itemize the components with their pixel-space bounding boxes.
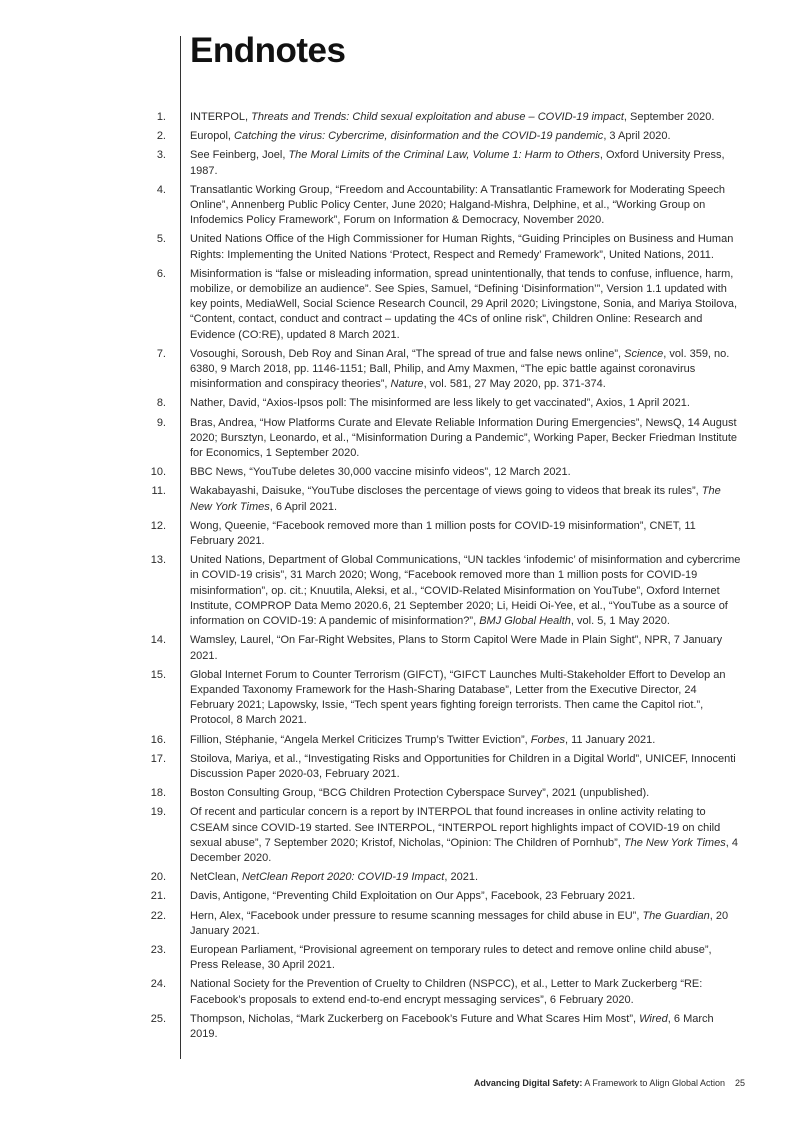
endnote-segment: , 11 January 2021. — [564, 733, 656, 746]
endnote-text — [190, 977, 742, 1007]
endnote-text — [190, 633, 742, 663]
endnote-text — [190, 232, 742, 262]
endnote-italic-title: The New York Times — [623, 836, 726, 849]
endnote-23 — [0, 943, 793, 977]
endnote-segment: Nather, David, “Axios-Ipsos poll: The misinformed are less likely to get vaccinated”, Axios, 1 April 2021. — [190, 397, 690, 410]
endnote-text — [190, 396, 742, 411]
endnote-segment: , 4 December 2020. — [190, 836, 738, 864]
endnote-number: 23. — [150, 943, 166, 956]
endnote-text — [190, 110, 742, 125]
endnote-segment: See Feinberg, Joel, — [190, 149, 289, 162]
endnote-text — [190, 943, 742, 973]
endnote-text — [190, 519, 742, 549]
endnote-segment: Global Internet Forum to Counter Terrorism (GIFCT), “GIFCT Launches Multi-Stakeholder Effort to Develop an Expanded Taxonomy Framework for the Hash-Sharing Database”, Letter from the Executive Director, 24 February 2021; Lapowsky, Issie, “Tech spent years fighting foreign terrorists. Then came the Capitol riot.”, Protocol, 8 March 2021. — [190, 668, 726, 727]
endnote-number: 12. — [150, 519, 166, 532]
endnote-number: 15. — [150, 668, 166, 681]
page-title: Endnotes — [190, 31, 346, 70]
endnote-11 — [0, 484, 793, 518]
endnotes-list — [0, 110, 793, 1046]
endnote-segment: Europol, — [190, 130, 235, 143]
endnote-number: 6. — [156, 267, 166, 280]
endnote-segment: Misinformation is “false or misleading information, spread unintentionally, that tends to confuse, influence, harm, mobilize, or demobilize an audience”. See Spies, Samuel, “Defining ‘Disinformation’”, Version 1.1 updated with key points, MediaWell, Social Science Research Council, 29 April 2020; Livingstone, Sonia, and Mariya Stoilova, “Content, contact, conduct and contract – updating the 4Cs of online risk”, Children Online: Research and Evidence (CO:RE), updated 8 March 2021. — [190, 267, 738, 341]
endnote-italic-title: The Guardian — [642, 909, 710, 922]
endnote-text — [190, 465, 742, 480]
endnote-segment: INTERPOL, — [190, 111, 252, 123]
endnote-segment: Davis, Antigone, “Preventing Child Exploitation on Our Apps”, Facebook, 23 February 2021. — [190, 890, 636, 903]
endnote-segment: , Oxford University Press, 1987. — [190, 149, 725, 177]
endnote-text — [190, 148, 742, 178]
endnote-3 — [0, 148, 793, 182]
endnote-number: 21. — [150, 890, 166, 903]
endnote-segment: Transatlantic Working Group, “Freedom and Accountability: A Transatlantic Framework for Moderating Speech Online”, Annenberg Public Policy Center, June 2020; Halgand-Mishra, Delphine, et al., “Working Group on Infodemics Policy Framework”, Forum on Information & Democracy, November 2020. — [190, 183, 725, 227]
endnote-21 — [0, 889, 793, 908]
endnote-text — [190, 553, 742, 629]
endnote-number: 2. — [156, 130, 166, 143]
endnote-number: 1. — [156, 111, 166, 123]
endnote-number: 5. — [156, 233, 166, 246]
endnote-segment: Wamsley, Laurel, “On Far-Right Websites, Plans to Storm Capitol Were Made in Plain Sight”, NPR, 7 January 2021. — [190, 634, 723, 662]
endnote-italic-title: Threats and Trends: Child sexual exploitation and abuse – COVID-19 impact — [251, 111, 624, 123]
endnote-19 — [0, 805, 793, 870]
endnote-italic-title: The Moral Limits of the Criminal Law, Volume 1: Harm to Others — [288, 149, 600, 162]
endnote-segment: , vol. 5, 1 May 2020. — [570, 615, 670, 628]
endnote-number: 4. — [156, 183, 166, 196]
endnote-text — [190, 752, 742, 782]
endnote-italic-title: Nature — [390, 378, 424, 391]
endnote-italic-title: Forbes — [530, 733, 565, 746]
endnote-text — [190, 183, 742, 229]
endnote-14 — [0, 633, 793, 667]
endnote-10 — [0, 465, 793, 484]
endnote-17 — [0, 752, 793, 786]
endnote-7 — [0, 347, 793, 397]
endnote-25 — [0, 1012, 793, 1046]
endnote-number: 16. — [150, 733, 166, 746]
endnote-2 — [0, 129, 793, 148]
endnote-segment: National Society for the Prevention of Cruelty to Children (NSPCC), et al., Letter to Mark Zuckerberg “RE: Facebook’s proposals to extend end-to-end encrypt messaging services”, 6 February 2020. — [190, 978, 703, 1006]
endnote-segment: , 6 April 2021. — [269, 500, 338, 513]
footer-report-title: Advancing Digital Safety: — [473, 1078, 583, 1088]
endnote-segment: Of recent and particular concern is a report by INTERPOL that found increases in online activity relating to CSEAM since COVID-19 started. See INTERPOL, “INTERPOL report highlights impact of COVID-19 on child sexual abuse”, 7 September 2020; Kristof, Nicholas, “Opinion: The Children of Pornhub”, — [190, 806, 721, 849]
endnote-22 — [0, 909, 793, 943]
endnote-italic-title: Catching the virus: Cybercrime, disinformation and the COVID-19 pandemic — [234, 130, 604, 143]
endnote-segment: Wakabayashi, Daisuke, “YouTube discloses the percentage of views going to videos that break its rules”, — [190, 485, 702, 498]
endnote-italic-title: NetClean Report 2020: COVID-19 Impact — [241, 871, 445, 884]
endnote-segment: , 20 January 2021. — [190, 909, 729, 937]
endnote-number: 14. — [150, 634, 166, 647]
endnote-9 — [0, 416, 793, 466]
endnote-20 — [0, 870, 793, 889]
endnote-4 — [0, 183, 793, 233]
endnote-number: 9. — [156, 416, 166, 429]
endnote-segment: Boston Consulting Group, “BCG Children Protection Cyberspace Survey”, 2021 (unpublished). — [190, 787, 650, 800]
endnote-number: 8. — [156, 397, 166, 410]
endnote-segment: United Nations, Department of Global Communications, “UN tackles ‘infodemic’ of misinformation and cybercrime in COVID-19 crisis”, 31 March 2020; Wong, “Facebook removed more than 1 million posts for COVID-19 misinformation”, op. cit.; Knuutila, Aleksi, et al., “COVID-Related Misinformation on YouTube”, Oxford Internet Institute, COMPROP Data Memo 2020.6, 21 September 2020; Li, Heidi Oi-Yee, et al., “YouTube as a source of information on COVID-19: A pandemic of misinformation?”, — [190, 554, 741, 628]
endnote-number: 17. — [150, 752, 166, 765]
endnote-text — [190, 870, 742, 885]
endnote-segment: Vosoughi, Soroush, Deb Roy and Sinan Aral, “The spread of true and false news online”, — [190, 347, 625, 360]
page-number: 25 — [734, 1078, 745, 1088]
endnote-12 — [0, 519, 793, 553]
endnote-number: 13. — [150, 554, 166, 567]
endnote-text — [190, 129, 742, 144]
footer-subtitle: A Framework to Align Global Action — [582, 1078, 725, 1088]
endnote-number: 22. — [150, 909, 166, 922]
endnote-segment: , vol. 581, 27 May 2020, pp. 371-374. — [423, 378, 606, 391]
endnote-1 — [0, 110, 793, 129]
endnote-text — [190, 786, 742, 801]
endnote-number: 19. — [150, 806, 166, 819]
endnote-segment: Stoilova, Mariya, et al., “Investigating Risks and Opportunities for Children in a Digital World”, UNICEF, Innocenti Discussion Paper 2020-03, February 2021. — [190, 752, 736, 780]
endnote-text — [190, 416, 742, 462]
endnote-18 — [0, 786, 793, 805]
endnote-number: 25. — [150, 1012, 166, 1025]
endnote-5 — [0, 232, 793, 266]
endnote-8 — [0, 396, 793, 415]
endnote-segment: Wong, Queenie, “Facebook removed more than 1 million posts for COVID-19 misinformation”, CNET, 11 February 2021. — [190, 519, 696, 548]
endnote-segment: NetClean, — [190, 871, 242, 884]
page-footer — [474, 1077, 745, 1089]
endnote-number: 24. — [150, 978, 166, 991]
endnote-italic-title: BMJ Global Health — [479, 615, 571, 628]
endnote-text — [190, 668, 742, 729]
endnote-text — [190, 805, 742, 866]
endnote-number: 18. — [150, 787, 166, 800]
endnote-16 — [0, 733, 793, 752]
endnote-italic-title: The New York Times — [190, 485, 721, 513]
endnote-segment: , 6 March 2019. — [190, 1012, 714, 1040]
endnote-6 — [0, 267, 793, 347]
endnote-15 — [0, 668, 793, 733]
endnote-number: 3. — [156, 149, 166, 162]
endnote-text — [190, 733, 742, 748]
endnote-segment: , 2021. — [444, 871, 478, 884]
endnote-text — [190, 484, 742, 514]
endnote-segment: , September 2020. — [623, 111, 715, 123]
endnote-segment: Thompson, Nicholas, “Mark Zuckerberg on Facebook’s Future and What Scares Him Most”, — [190, 1012, 640, 1025]
endnote-text — [190, 909, 742, 939]
endnote-text — [190, 267, 742, 343]
endnote-13 — [0, 553, 793, 633]
endnote-segment: Bras, Andrea, “How Platforms Curate and Elevate Reliable Information During Emergencies”, NewsQ, 14 August 2020; Bursztyn, Leonardo, et al., “Misinformation During a Pandemic”, Working Paper, Becker Friedman Institute for Economics, 1 September 2020. — [190, 416, 737, 460]
endnote-segment: , 3 April 2020. — [603, 130, 671, 143]
endnote-segment: Fillion, Stéphanie, “Angela Merkel Criticizes Trump’s Twitter Eviction”, — [190, 733, 531, 746]
endnote-number: 11. — [151, 485, 166, 498]
endnote-italic-title: Wired — [639, 1012, 668, 1025]
endnote-text — [190, 889, 742, 904]
endnote-number: 20. — [150, 871, 166, 884]
endnote-segment: Hern, Alex, “Facebook under pressure to resume scanning messages for child abuse in EU”, — [190, 909, 643, 922]
endnote-italic-title: Science — [624, 347, 664, 360]
endnote-segment: , vol. 359, no. 6380, 9 March 2018, pp. 1146-1151; Ball, Philip, and Amy Maxmen, “The epic battle against coronavirus misinformation and conspiracy theories”, — [190, 347, 730, 391]
endnote-text — [190, 1012, 742, 1042]
endnote-number: 10. — [150, 466, 166, 479]
endnote-segment: European Parliament, “Provisional agreement on temporary rules to detect and remove online child abuse”, Press Release, 30 April 2021. — [190, 943, 712, 972]
endnote-24 — [0, 977, 793, 1011]
endnote-segment: BBC News, “YouTube deletes 30,000 vaccine misinfo videos”, 12 March 2021. — [190, 466, 571, 479]
endnote-text — [190, 347, 742, 393]
endnote-number: 7. — [156, 347, 166, 360]
endnote-segment: United Nations Office of the High Commissioner for Human Rights, “Guiding Principles on Business and Human Rights: Implementing the United Nations ‘Protect, Respect and Remedy’ Framework”, United Nations, 2011. — [190, 233, 734, 261]
